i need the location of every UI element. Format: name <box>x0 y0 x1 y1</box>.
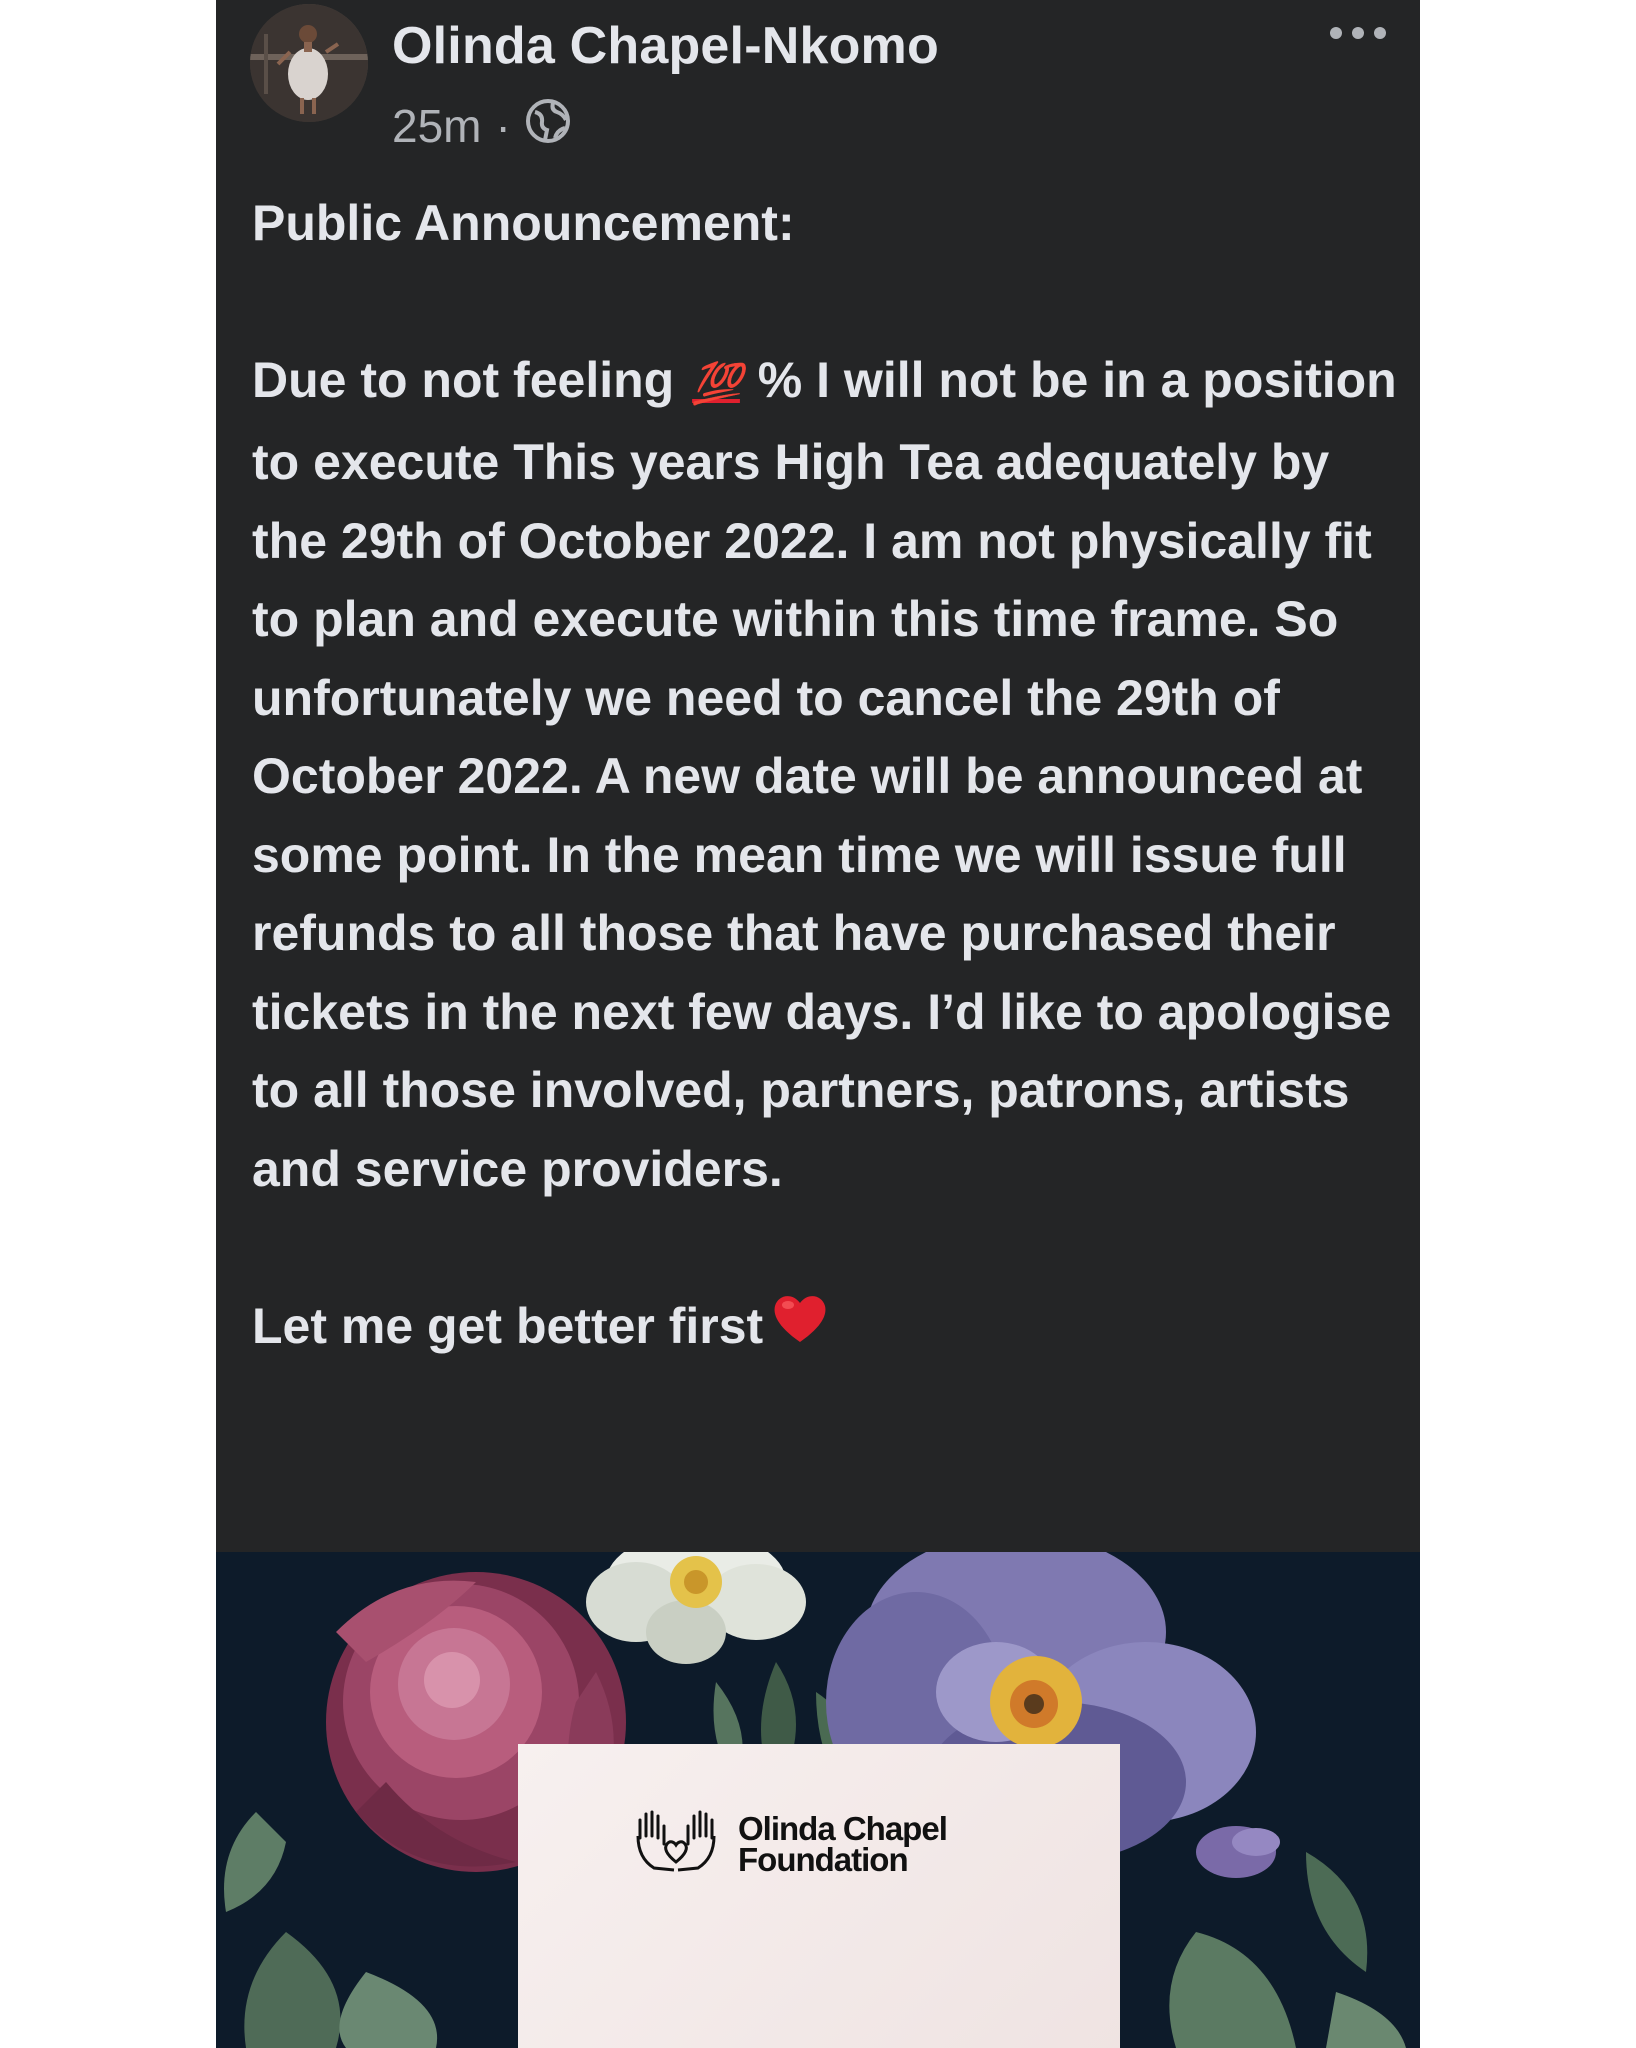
meta-separator: · <box>495 100 511 152</box>
foundation-card <box>518 1744 1120 2048</box>
author-name[interactable]: Olinda Chapel-Nkomo <box>392 17 939 75</box>
foundation-name-line1: Olinda Chapel <box>738 1809 947 1847</box>
post-closing <box>252 1287 1402 1369</box>
foundation-name-line2: Foundation <box>738 1840 908 1878</box>
post-heading: Public Announcement: <box>252 195 795 251</box>
post-time[interactable]: 25m <box>392 100 482 152</box>
closing-text: Let me get better first <box>252 1297 764 1354</box>
foundation-name <box>738 1809 947 1878</box>
paragraph-text-start: Due to not feeling <box>252 352 689 408</box>
avatar[interactable] <box>250 4 368 122</box>
post-meta <box>392 96 571 156</box>
ellipsis-icon[interactable] <box>1326 20 1390 46</box>
hands-heart-icon <box>634 1808 718 1879</box>
globe-icon[interactable] <box>525 98 571 155</box>
heart-emoji <box>771 1290 829 1369</box>
hundred-points-emoji: 💯 <box>692 361 740 406</box>
post-paragraph <box>252 341 1402 1208</box>
attachment-image[interactable] <box>216 1552 1420 2048</box>
foundation-logo <box>634 1808 947 1879</box>
post-body <box>252 184 1402 1369</box>
paragraph-text-rest: % I will not be in a position to execute This years High Tea adequately by the 29th of October 2022. I am not physically fit to plan and execute within this time frame. So unfortunately we need to cancel the 29th of October 2022. A new date will be announced at some point. In the mean time we will issue full refunds to all those that have purchased their tickets in the next few days. I’d like to apologise to all those involved, partners, patrons, artists and service providers. <box>252 352 1397 1197</box>
facebook-post <box>216 0 1420 2048</box>
